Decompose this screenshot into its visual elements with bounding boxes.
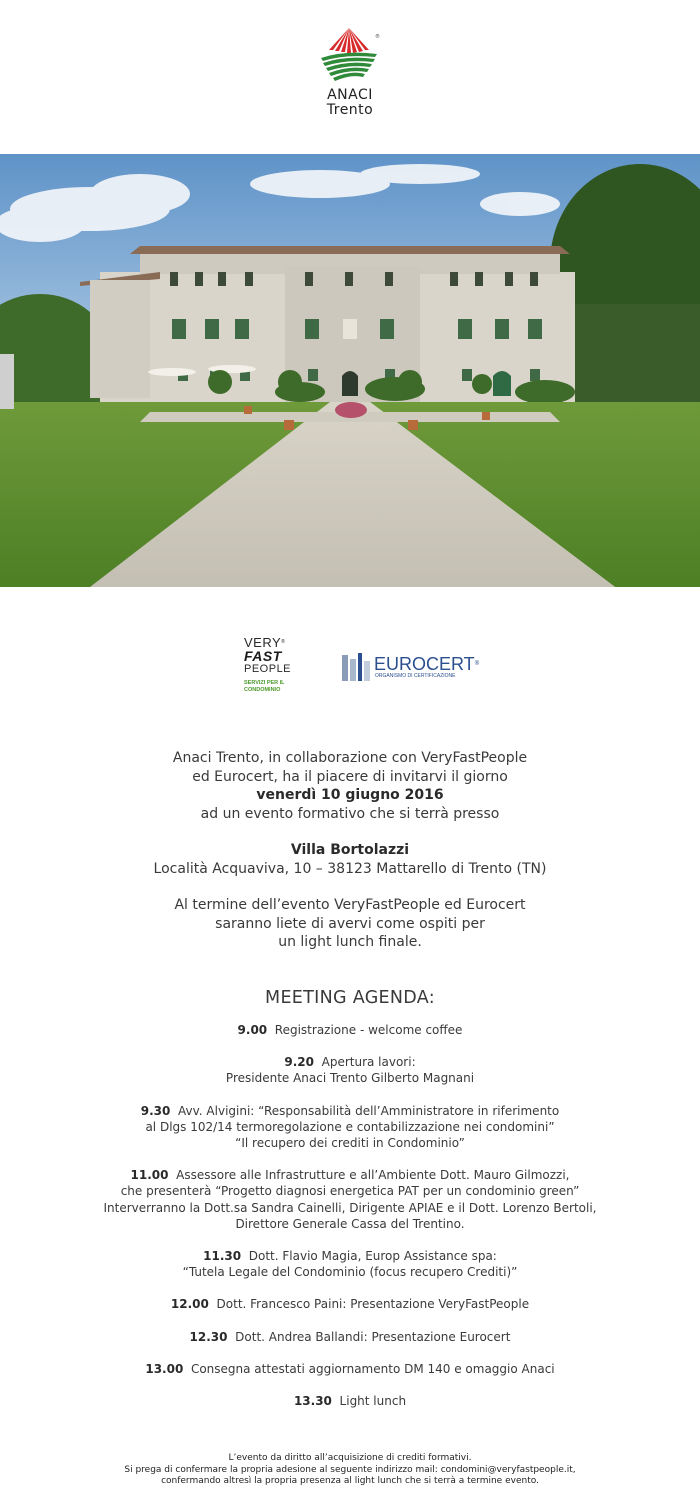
footer-line1: L’evento da diritto all’acquisizione di crediti formativi. — [228, 1453, 472, 1463]
closing-line2: saranno liete di avervi come ospiti per — [215, 915, 485, 932]
agenda-item — [0, 1296, 700, 1312]
anaci-logo — [0, 24, 700, 118]
eurocert-logo — [340, 651, 480, 683]
agenda-list — [0, 1022, 700, 1425]
agenda-text: che presenterà “Progetto diagnosi energetica PAT per un condominio green” — [120, 1184, 580, 1199]
agenda-time: 13.00 — [145, 1361, 184, 1376]
villa-photo — [0, 154, 700, 587]
footer-note — [0, 1453, 700, 1488]
agenda-item — [0, 1248, 700, 1280]
agenda-time: 13.30 — [293, 1394, 332, 1409]
vfp-line3: PEOPLE — [244, 663, 292, 675]
agenda-item — [0, 1167, 700, 1232]
agenda-time: 11.00 — [130, 1168, 169, 1183]
vfp-line1: VERY — [244, 635, 282, 650]
agenda-text: Direttore Generale Cassa del Trentino. — [235, 1216, 465, 1231]
partner-logos — [0, 636, 700, 706]
agenda-text: Interverranno la Dott.sa Sandra Cainelli, Dirigente APIAE e il Dott. Lorenzo Bertoli, — [103, 1200, 597, 1215]
agenda-text: Consegna attestati aggiornamento DM 140 e omaggio Anaci — [190, 1361, 555, 1376]
agenda-text: Presidente Anaci Trento Gilberto Magnani — [225, 1071, 475, 1086]
agenda-text: al Dlgs 102/14 termoregolazione e contabilizzazione nei condomini” — [145, 1119, 555, 1134]
svg-text:®: ® — [375, 34, 380, 40]
agenda-text: “Il recupero dei crediti in Condominio” — [235, 1136, 465, 1151]
agenda-time: 12.30 — [189, 1329, 228, 1344]
vfp-line2: FAST — [244, 648, 282, 664]
logo-city: Trento — [326, 102, 374, 118]
logo-name: ANACI — [327, 87, 373, 103]
veryfastpeople-logo — [244, 636, 306, 694]
agenda-time: 9.20 — [284, 1055, 314, 1070]
agenda-text: “Tutela Legale del Condominio (focus recupero Crediti)” — [182, 1265, 518, 1280]
event-date: venerdì 10 giugno 2016 — [256, 787, 444, 803]
footer-line3: confermando altresì la propria presenza al light lunch che si terrà a termine evento. — [161, 1476, 539, 1486]
agenda-text: Dott. Flavio Magia, Europ Assistance spa: — [248, 1249, 497, 1264]
agenda-time: 12.00 — [170, 1297, 209, 1312]
agenda-title: MEETING AGENDA: — [265, 988, 435, 1008]
agenda-item — [0, 1103, 700, 1152]
closing-line1: Al termine dell’evento VeryFastPeople ed Eurocert — [174, 897, 526, 913]
invite-line4: ad un evento formativo che si terrà presso — [200, 805, 500, 822]
agenda-item — [0, 1054, 700, 1086]
eurocert-mark-icon — [340, 651, 372, 682]
agenda-text: Avv. Alvigini: “Responsabilità dell’Amministratore in riferimento — [178, 1103, 560, 1118]
anaci-emblem-icon — [315, 24, 385, 88]
agenda-text: Light lunch — [339, 1394, 407, 1409]
agenda-time: 9.30 — [140, 1103, 171, 1118]
agenda-text: Registrazione - welcome coffee — [274, 1023, 463, 1037]
invite-line1: Anaci Trento, in collaborazione con VeryFastPeople — [172, 750, 528, 766]
eurocert-name: EUROCERT — [374, 654, 475, 674]
invite-line2: ed Eurocert, ha il piacere di invitarvi il giorno — [192, 768, 508, 785]
agenda-text: Assessore alle Infrastrutture e all’Ambiente Dott. Mauro Gilmozzi, — [176, 1168, 570, 1183]
agenda-text: Dott. Andrea Ballandi: Presentazione Eurocert — [235, 1329, 511, 1344]
eurocert-registered: ® — [474, 661, 480, 667]
venue-address: Località Acquaviva, 10 – 38123 Mattarello di Trento (TN) — [153, 860, 547, 877]
invitation-text — [0, 749, 700, 952]
agenda-time: 9.00 — [237, 1023, 268, 1037]
vfp-line4a: SERVIZI PER IL — [244, 680, 285, 686]
agenda-item — [0, 1329, 700, 1345]
agenda-time: 11.30 — [203, 1249, 242, 1264]
agenda-item — [0, 1361, 700, 1377]
agenda-item — [0, 1393, 700, 1409]
vfp-registered: ® — [281, 639, 286, 645]
venue-name: Villa Bortolazzi — [290, 842, 410, 858]
vfp-line4b: CONDOMINIO — [244, 687, 281, 693]
agenda-text: Apertura lavori: — [321, 1055, 416, 1070]
agenda-item — [0, 1022, 700, 1038]
eurocert-subtitle: ORGANISMO DI CERTIFICAZIONE — [375, 673, 456, 679]
closing-line3: un light lunch finale. — [278, 934, 422, 950]
agenda-text: Dott. Francesco Paini: Presentazione VeryFastPeople — [216, 1297, 530, 1312]
footer-line2: Si prega di confermare la propria adesione al seguente indirizzo mail: condomini@veryfastpeople.it, — [124, 1464, 576, 1475]
